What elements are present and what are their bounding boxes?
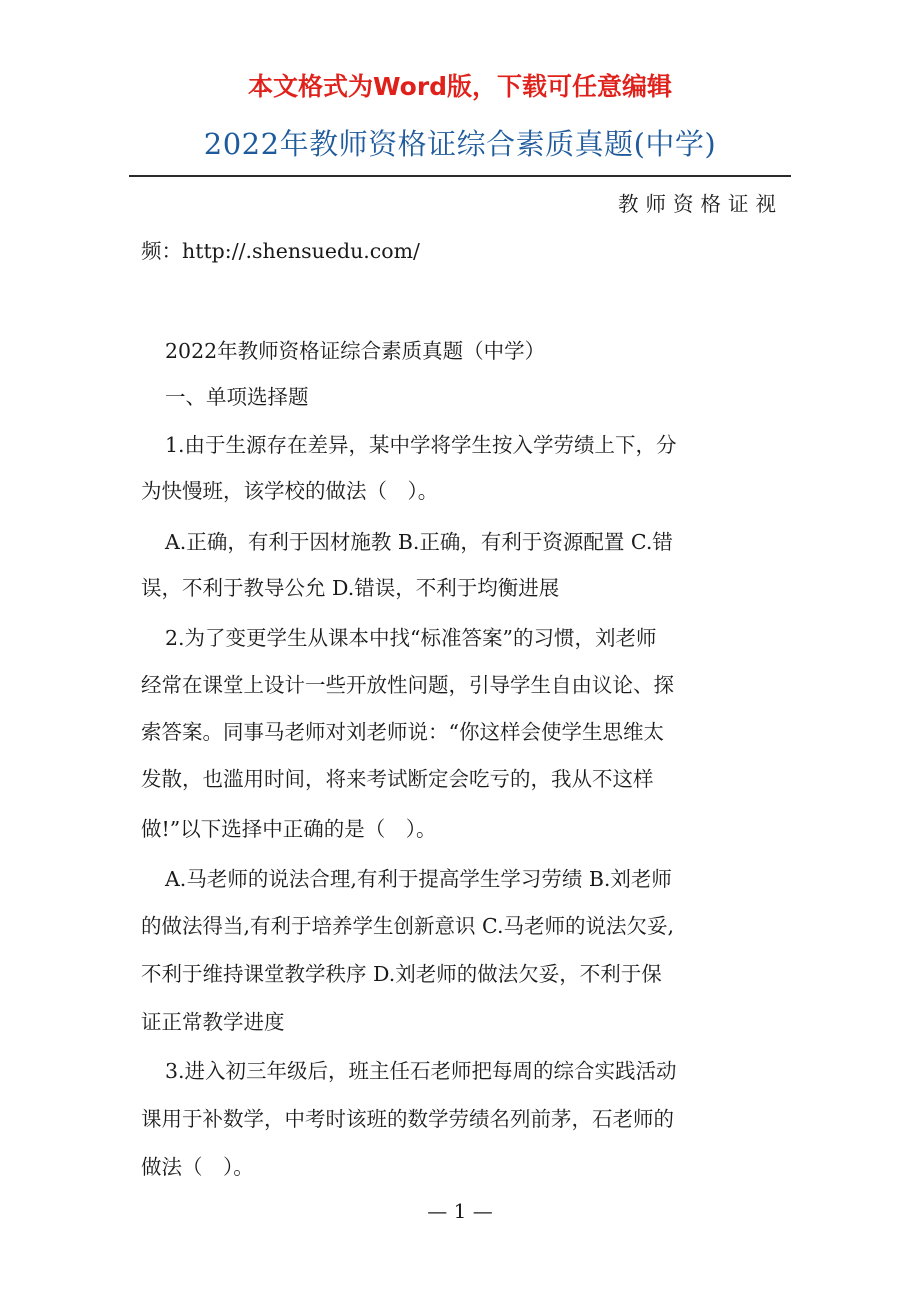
q2-options-line-1: A.马老师的说法合理,有利于提高学生学习劳绩 B.刘老师 bbox=[165, 867, 672, 891]
q3-line-1: 3.进入初三年级后，班主任石老师把每周的综合实践活动 bbox=[165, 1059, 677, 1083]
section-title: 2022年教师资格证综合素质真题（中学） bbox=[165, 339, 546, 363]
q2-options-line-4: 证正常教学进度 bbox=[141, 1010, 285, 1034]
q3-line-2: 课用于补数学，中考时该班的数学劳绩名列前茅，石老师的 bbox=[141, 1107, 674, 1131]
title-divider bbox=[129, 175, 791, 177]
section-heading: 一、单项选择题 bbox=[165, 385, 309, 409]
word-format-banner: 本文格式为Word版，下载可任意编辑 bbox=[247, 72, 673, 101]
header-line-1: 教师资格证视 bbox=[618, 192, 783, 216]
q2-line-3: 索答案。同事马老师对刘老师说：“你这样会使学生思维太 bbox=[141, 720, 664, 744]
q2-line-5: 做!”以下选择中正确的是（ ）。 bbox=[141, 817, 437, 841]
q1-options-line-2: 误，不利于教导公允 D.错误，不利于均衡进展 bbox=[141, 576, 560, 600]
q1-options-line-1: A.正确，有利于因材施教 B.正确，有利于资源配置 C.错 bbox=[165, 530, 673, 554]
q2-line-1: 2.为了变更学生从课本中找“标准答案”的习惯，刘老师 bbox=[165, 626, 657, 650]
page-number: — 1 — bbox=[427, 1199, 493, 1223]
q2-line-2: 经常在课堂上设计一些开放性问题，引导学生自由议论、探 bbox=[141, 673, 674, 697]
q3-line-3: 做法（ ）。 bbox=[141, 1155, 254, 1179]
q1-line-1: 1.由于生源存在差异，某中学将学生按入学劳绩上下，分 bbox=[165, 433, 677, 457]
q2-options-line-3: 不利于维持课堂教学秩序 D.刘老师的做法欠妥，不利于保 bbox=[141, 962, 662, 986]
q1-line-2: 为快慢班，该学校的做法（ ）。 bbox=[141, 479, 439, 503]
q2-line-4: 发散，也滥用时间，将来考试断定会吃亏的，我从不这样 bbox=[141, 767, 654, 791]
header-line-2: 频：http://.shensuedu.com/ bbox=[141, 239, 420, 263]
document-title: 2022年教师资格证综合素质真题(中学) bbox=[203, 127, 717, 161]
q2-options-line-2: 的做法得当,有利于培养学生创新意识 C.马老师的说法欠妥, bbox=[141, 914, 675, 938]
